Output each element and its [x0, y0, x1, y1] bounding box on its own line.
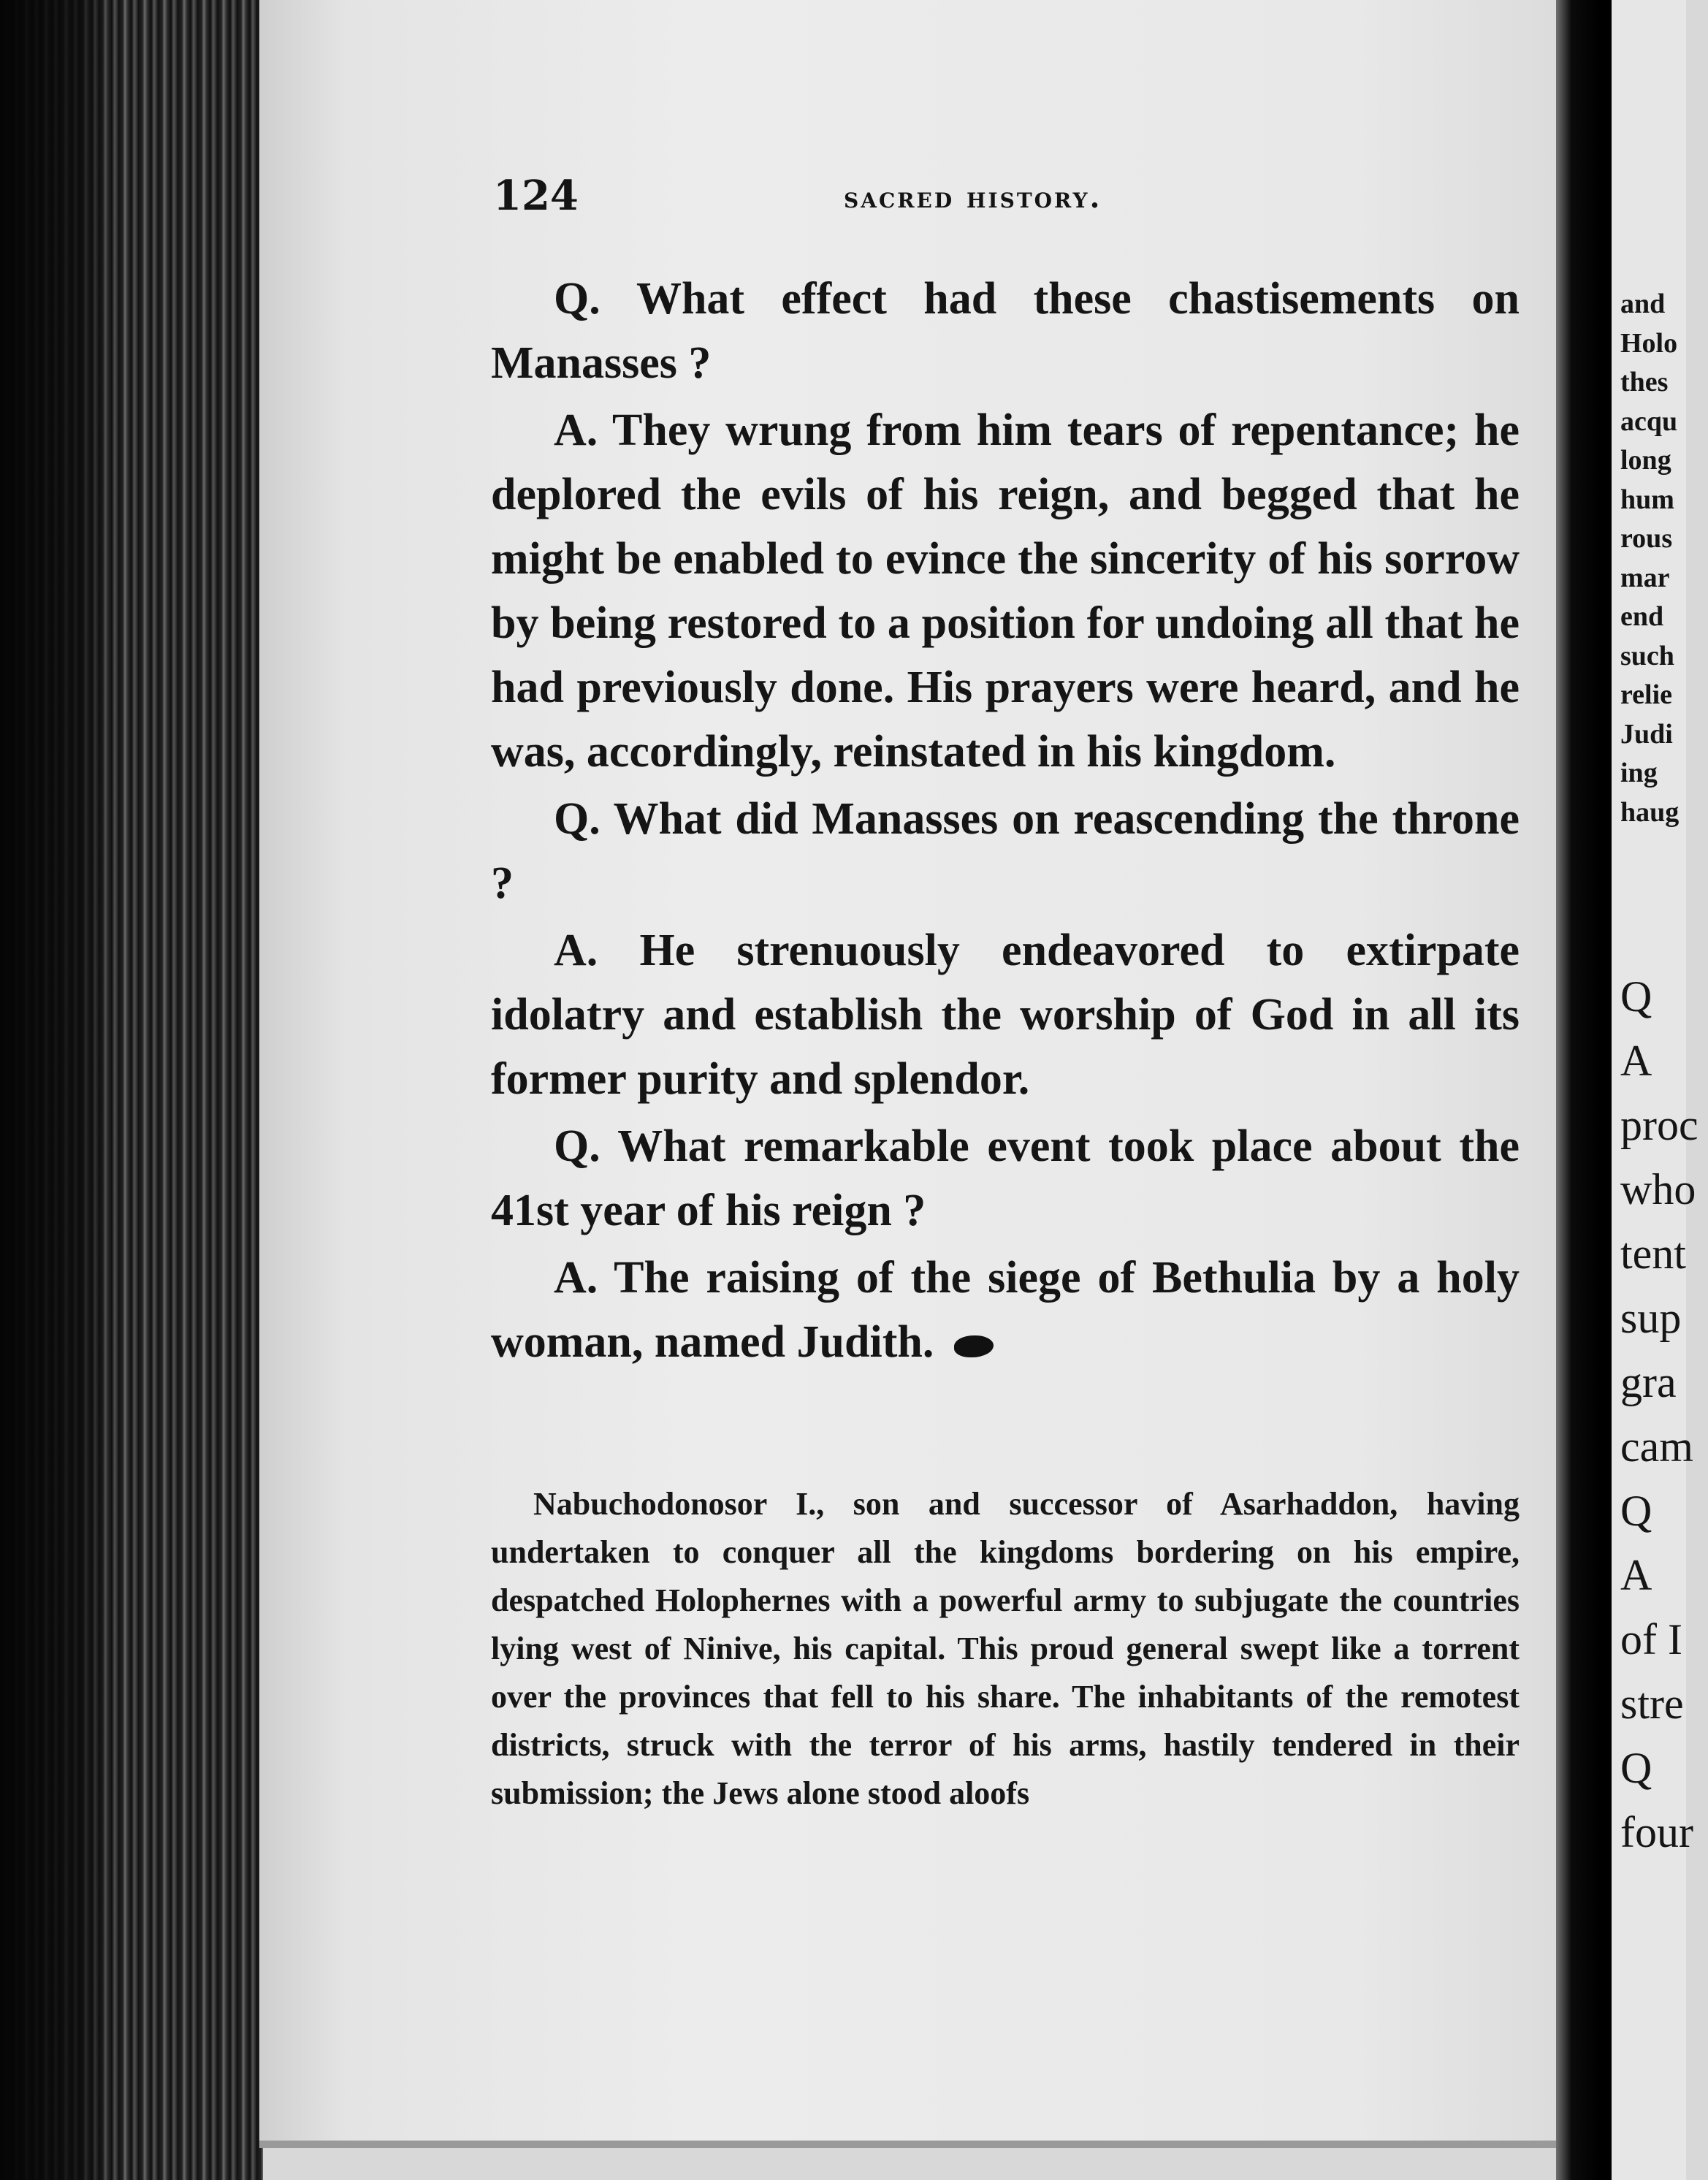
fragment-line: haug	[1620, 796, 1680, 828]
qa-label: Q.	[554, 274, 601, 324]
fragment-line: proc	[1620, 1101, 1699, 1149]
qa-label: A.	[554, 405, 598, 455]
fragment-line: who	[1620, 1165, 1696, 1213]
fragment-line: cam	[1620, 1422, 1693, 1471]
fragment-line: of I	[1620, 1615, 1682, 1663]
qa-text: What did Manasses on reascending the throne ?	[491, 794, 1520, 908]
footnote-text: Nabuchodonosor I., son and successor of Asarhaddon, having undertaken to conquer all the kingdoms bordering on his empire, despatched Holophernes with a powerful army to subjugate the countries lying west of Ninive, his capital. This proud general swept like a torrent over the provinces that fell to his share. The inhabitants of the remotest districts, struck with the terror of his arms, hastily tendered in their submission; the Jews alone stood aloofs	[491, 1486, 1520, 1811]
fragment-line: and	[1620, 289, 1666, 319]
running-head-title: sacred history.	[844, 180, 1102, 215]
answer-paragraph	[491, 1246, 1520, 1374]
fragment-line: Q	[1620, 1487, 1652, 1535]
fragment-line: A	[1620, 1551, 1652, 1599]
fragment-line: Q	[1620, 972, 1652, 1021]
fragment-line: relie	[1620, 679, 1673, 710]
qa-text: The raising of the siege of Bethulia by a holy woman, named Judith.	[491, 1253, 1520, 1367]
qa-label: A.	[554, 926, 598, 975]
footnote	[491, 1480, 1520, 1818]
fragment-line: sup	[1620, 1294, 1682, 1342]
page-number: 124	[493, 172, 579, 220]
qa-label: Q.	[554, 1121, 601, 1171]
fragment-line: acqu	[1620, 405, 1678, 437]
fragment-line: Judi	[1620, 718, 1673, 750]
fragment-line: rous	[1620, 523, 1673, 554]
ink-blot-ornament	[954, 1335, 994, 1357]
answer-paragraph	[491, 398, 1520, 784]
fragment-line: four	[1620, 1808, 1693, 1856]
running-head	[493, 172, 1523, 230]
question-answer-section	[491, 267, 1520, 1377]
qa-label: Q.	[554, 794, 601, 844]
fragment-line: Q	[1620, 1744, 1652, 1792]
qa-text: What remarkable event took place about the 41st year of his reign ?	[491, 1121, 1520, 1235]
fragment-line: gra	[1620, 1358, 1677, 1406]
qa-label: A.	[554, 1253, 598, 1303]
fragment-line: tent	[1620, 1230, 1686, 1278]
answer-paragraph	[491, 918, 1520, 1111]
fragment-line: such	[1620, 640, 1674, 671]
fragment-line: ing	[1620, 758, 1658, 788]
binding-shadow	[0, 0, 117, 2180]
fragment-line: hum	[1620, 484, 1674, 515]
qa-text: They wrung from him tears of repentance; he deplored the evils of his reign, and begged that he might be enabled to evince the sincerity of his sorrow by being restored to a position for undoing all that he had previously done. His prayers were heard, and he was, accordingly, reinstated in his kingdom.	[491, 405, 1520, 777]
qa-text: He strenuously endeavored to extirpate idolatry and establish the worship of God in all its former purity and splendor.	[491, 926, 1520, 1104]
question-paragraph	[491, 267, 1520, 395]
facing-page-small-text	[1620, 285, 1708, 832]
fragment-line: Holo	[1620, 327, 1678, 359]
fragment-line: A	[1620, 1037, 1652, 1085]
page-gutter	[1556, 0, 1600, 2180]
fragment-line: long	[1620, 445, 1671, 476]
facing-page-fragment	[1600, 0, 1699, 2180]
facing-page-edge	[1600, 0, 1612, 2180]
fragment-line: thes	[1620, 367, 1669, 397]
question-paragraph	[491, 1114, 1520, 1243]
fragment-line: stre	[1620, 1680, 1684, 1728]
fragment-line: mar	[1620, 562, 1670, 593]
question-paragraph	[491, 787, 1520, 915]
facing-page-large-text	[1620, 964, 1708, 1864]
qa-text: What effect had these chastisements on Manasses ?	[491, 274, 1520, 388]
fragment-line: end	[1620, 601, 1664, 632]
